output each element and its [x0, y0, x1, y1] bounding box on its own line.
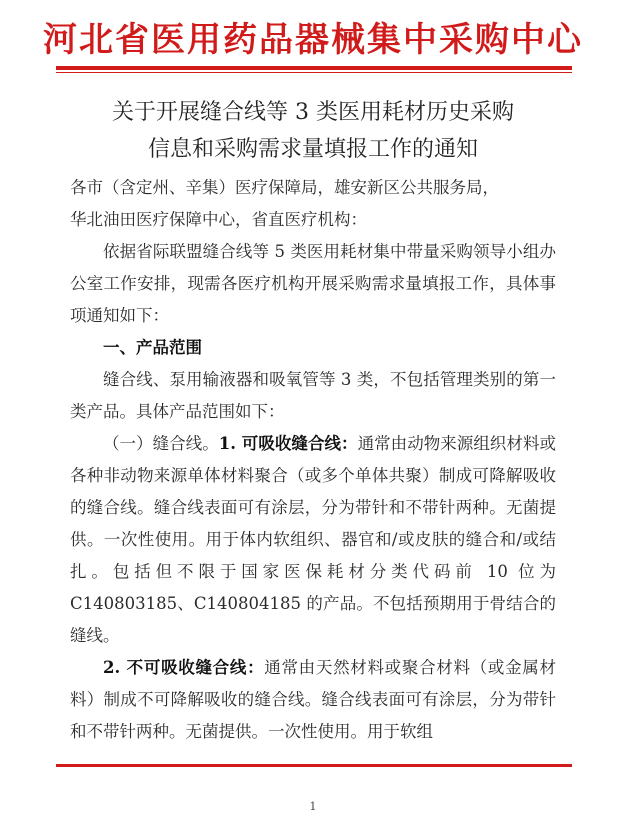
- recipients-line-2: 华北油田医疗保障中心，省直医疗机构：: [70, 210, 367, 229]
- notice-title-line-1: 关于开展缝合线等 3 类医用耗材历史采购: [112, 100, 514, 125]
- footer-red-rule: [56, 764, 572, 767]
- item-2-label: 2. 不可吸收缝合线：: [103, 658, 265, 677]
- item-1-paragraph: [70, 428, 556, 652]
- masthead-org-name: 河北省医用药品器械集中采购中心: [43, 20, 583, 60]
- item-2-text: 通常由天然材料或聚合材料（或金属材料）制成不可降解吸收的缝合线。缝合线表面可有涂层，分为带针和不带针两种。无菌提供。一次性使用。用于软组: [70, 658, 556, 741]
- recipients-line-1: 各市（含定州、辛集）医疗保障局，雄安新区公共服务局，: [70, 178, 499, 197]
- notice-body: [70, 172, 556, 748]
- item-1-prefix: （一）缝合线。: [103, 434, 219, 453]
- item-1-sub-label: 1. 可吸收缝合线：: [218, 434, 358, 453]
- masthead-red-rule-thin: [56, 72, 572, 73]
- page-number: 1: [309, 800, 317, 813]
- notice-title-line-2: 信息和采购需求量填报工作的通知: [147, 137, 478, 162]
- item-1-text: 通常由动物来源组织材料或各种非动物来源单体材料聚合（或多个单体共聚）制成可降解吸收的缝合线。缝合线表面可有涂层，分为带针和不带针两种。无菌提供。一次性使用。用于体内软组织、器官和/或皮肤的缝合和/或结扎。包括但不限于国家医保耗材分类代码前 10 位为 C140803185、C140804185 的产品。不包括预期用于骨结合的缝线。: [70, 434, 557, 645]
- masthead-red-rule-thick: [56, 66, 572, 70]
- intro-paragraph: 依据省际联盟缝合线等 5 类医用耗材集中带量采购领导小组办公室工作安排，现需各医疗机构开展采购需求量填报工作，具体事项通知如下：: [70, 242, 556, 325]
- section-1-heading: 一、产品范围: [103, 338, 202, 357]
- section-1-paragraph: 缝合线、泵用输液器和吸氧管等 3 类，不包括管理类别的第一类产品。具体产品范围如下：: [70, 370, 556, 421]
- item-2-paragraph: [70, 652, 556, 748]
